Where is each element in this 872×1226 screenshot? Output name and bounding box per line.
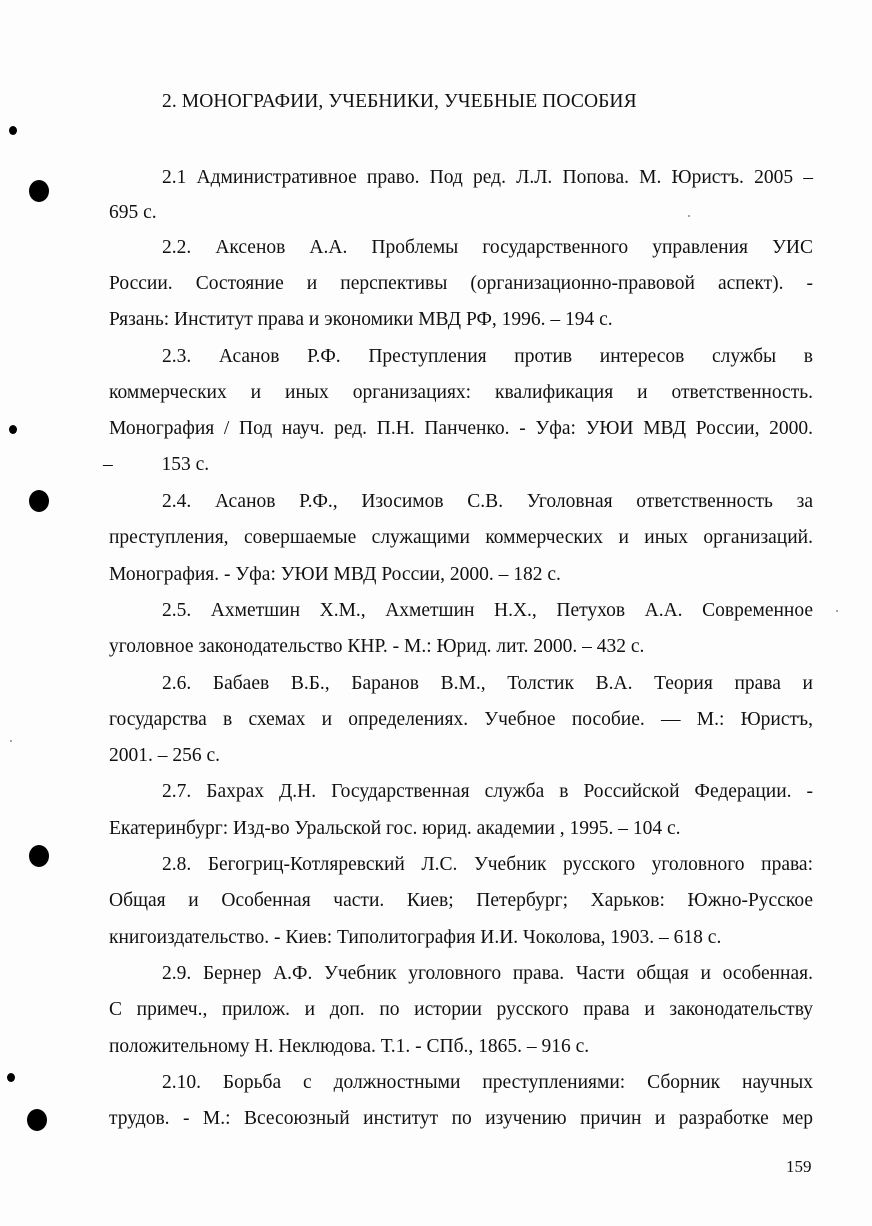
text-line: 2.3. Асанов Р.Ф. Преступления против интересов службы в: [162, 346, 813, 367]
text-line: уголовное законодательство КНР. - М.: Юрид. лит. 2000. – 432 с.: [109, 636, 645, 657]
section-heading: 2. МОНОГРАФИИ, УЧЕБНИКИ, УЧЕБНЫЕ ПОСОБИЯ: [162, 91, 637, 112]
text-line: положительному Н. Неклюдова. Т.1. - СПб., 1865. – 916 с.: [109, 1036, 590, 1057]
text-line: 2.6. Бабаев В.Б., Баранов В.М., Толстик В.А. Теория права и: [162, 673, 813, 694]
text-line: Монография / Под науч. ред. П.Н. Панченко. - Уфа: УЮИ МВД России, 2000.: [109, 418, 813, 439]
text-line: 2.5. Ахметшин Х.М., Ахметшин Н.Х., Петухов А.А. Современное: [162, 600, 813, 621]
scan-speck: [688, 215, 690, 217]
text-line: государства в схемах и определениях. Учебное пособие. — М.: Юристъ,: [109, 709, 813, 730]
punch-hole: [29, 180, 49, 202]
text-line: Монография. - Уфа: УЮИ МВД России, 2000. – 182 с.: [109, 564, 561, 585]
text-line: 2.1 Административное право. Под ред. Л.Л. Попова. М. Юристъ. 2005 –: [162, 167, 813, 188]
punch-hole: [29, 490, 49, 512]
text-line: книгоиздательство. - Киев: Типолитография И.И. Чоколова, 1903. – 618 с.: [109, 927, 722, 948]
text-line: 695 с.: [109, 202, 157, 223]
page-number: 159: [786, 1157, 812, 1176]
punch-hole-mark: [7, 1073, 15, 1082]
text-line: Общая и Особенная части. Киев; Петербург; Харьков: Южно-Русское: [109, 890, 813, 911]
text-line: преступления, совершаемые служащими коммерческих и иных организаций.: [109, 527, 813, 548]
text-line: коммерческих и иных организациях: квалификация и ответственность.: [109, 382, 813, 403]
punch-hole-mark: [9, 425, 17, 434]
text-line: Екатеринбург: Изд-во Уральской гос. юрид. академии , 1995. – 104 с.: [109, 818, 681, 839]
text-line: 2.4. Асанов Р.Ф., Изосимов С.В. Уголовная ответственность за: [162, 491, 813, 512]
text-line: 2.10. Борьба с должностными преступлениями: Сборник научных: [162, 1072, 813, 1093]
punch-hole: [29, 845, 49, 867]
text-line: 2.8. Бегогриц-Котляревский Л.С. Учебник русского уголовного права:: [162, 854, 813, 875]
text-line: 2.2. Аксенов А.А. Проблемы государственного управления УИС: [162, 237, 813, 258]
text-line: России. Состояние и перспективы (организационно-правовой аспект). -: [109, 273, 813, 294]
scan-speck: [836, 610, 838, 612]
text-line: 2001. – 256 с.: [109, 745, 221, 766]
text-line: Рязань: Институт права и экономики МВД РФ, 1996. – 194 с.: [109, 309, 613, 330]
text-line: 2.7. Бахрах Д.Н. Государственная служба в Российской Федерации. -: [162, 781, 813, 802]
punch-hole: [27, 1109, 47, 1131]
scan-speck: [10, 740, 12, 742]
text-line: – 153 с.: [103, 454, 210, 475]
text-line: трудов. - М.: Всесоюзный институт по изучению причин и разработке мер: [109, 1108, 813, 1129]
punch-hole-mark: [9, 126, 17, 135]
text-line: С примеч., прилож. и доп. по истории русского права и законодательству: [109, 999, 813, 1020]
text-line: 2.9. Бернер А.Ф. Учебник уголовного права. Части общая и особенная.: [162, 963, 813, 984]
